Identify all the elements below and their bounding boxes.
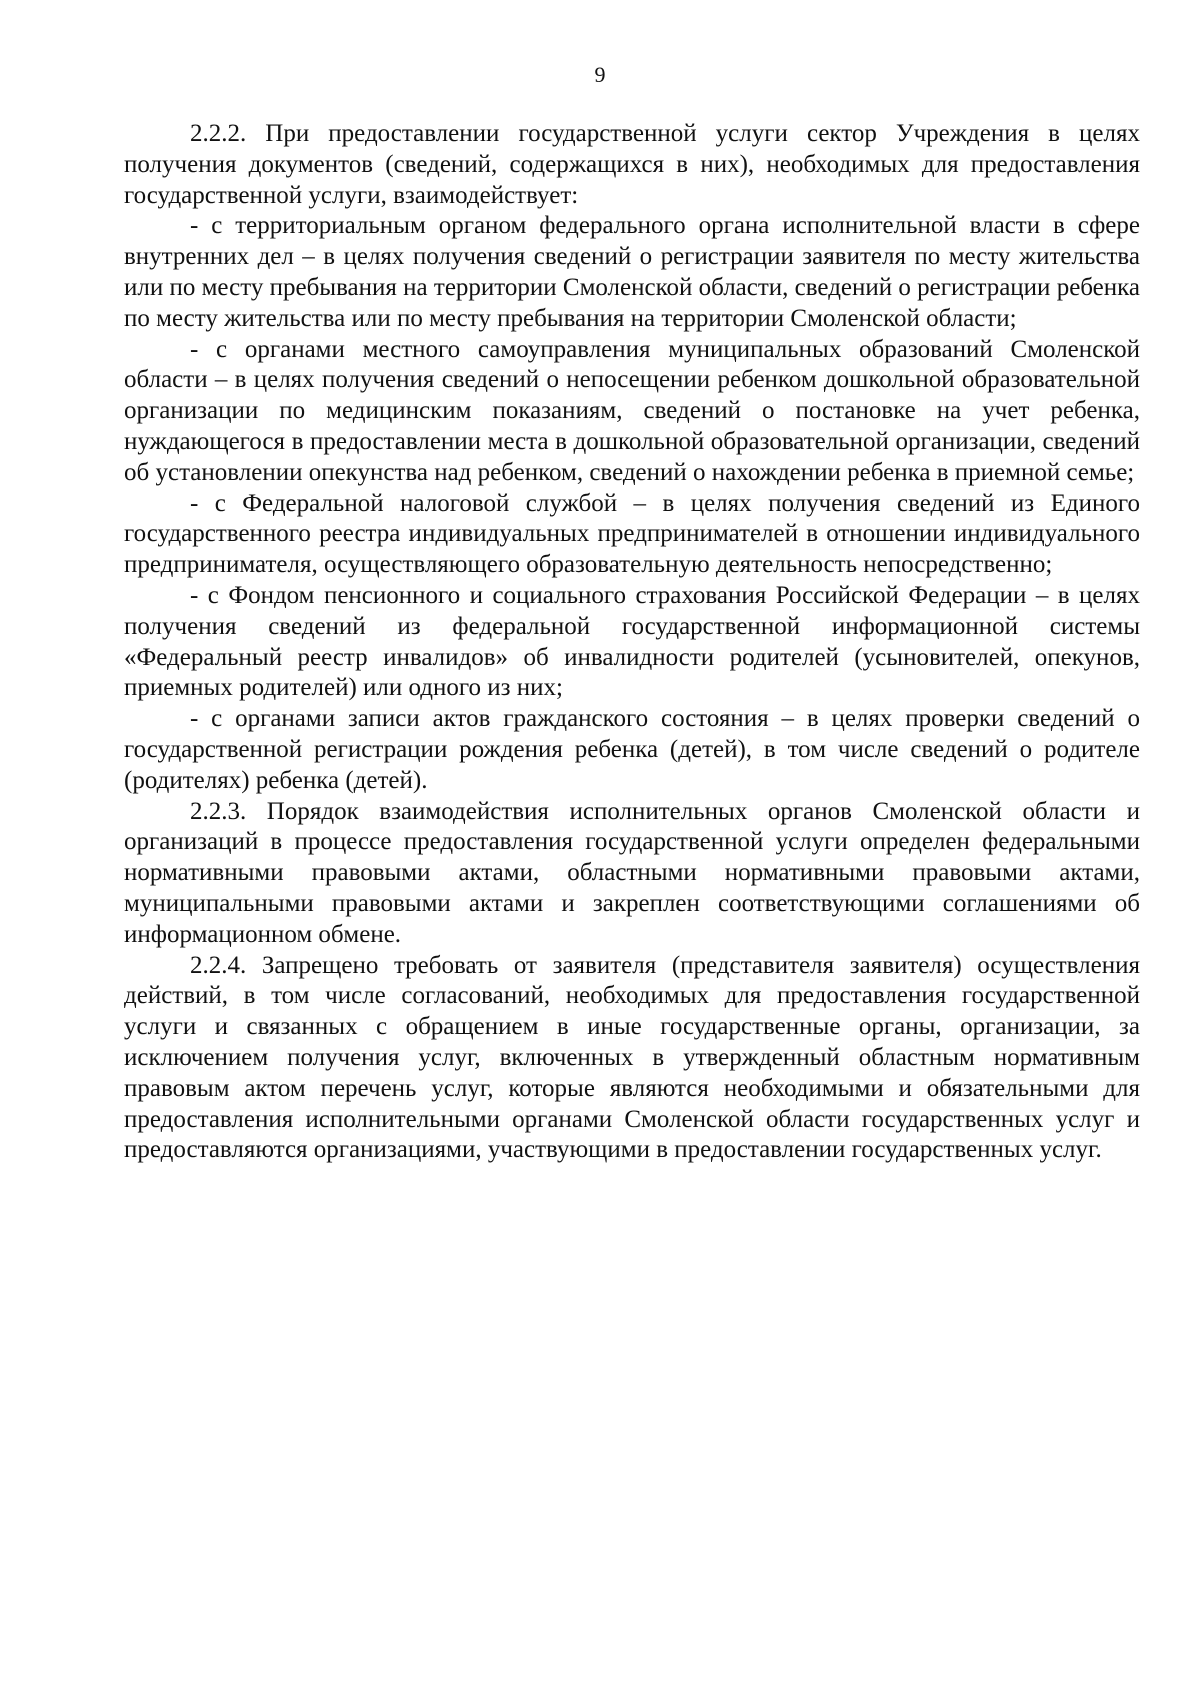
list-item-pension-fund: - с Фондом пенсионного и социального страхования Российской Федерации – в целях получения сведений из федеральной государственной информационной системы «Федеральный реестр инвалидов» об инвалидности родителей (усыновителей, опекунов, приемных родителей) или одного из них; bbox=[124, 581, 1140, 702]
document-body bbox=[124, 119, 1140, 1166]
paragraph-2-2-2: 2.2.2. При предоставлении государственной услуги сектор Учреждения в целях получения документов (сведений, содержащихся в них), необходимых для предоставления государственной услуги, взаимодействует: bbox=[124, 120, 1140, 209]
page-number: 9 bbox=[594, 62, 606, 87]
paragraph-2-2-3: 2.2.3. Порядок взаимодействия исполнительных органов Смоленской области и организаций в процессе предоставления государственной услуги определен федеральными нормативными правовыми актами, областными нормативными правовыми актами, муниципальными правовыми актами и закреплен соответствующими соглашениями об информационном обмене. bbox=[124, 797, 1140, 948]
paragraph-2-2-4: 2.2.4. Запрещено требовать от заявителя (представителя заявителя) осуществления действий, в том числе согласований, необходимых для предоставления государственной услуги и связанных с обращением в иные государственные органы, организации, за исключением получения услуг, включенных в утвержденный областным нормативным правовым актом перечень услуг, которые являются необходимыми и обязательными для предоставления исполнительными органами Смоленской области государственных услуг и предоставляются организациями, участвующими в предоставлении государственных услуг. bbox=[124, 951, 1140, 1164]
list-item-interior-affairs: - с территориальным органом федерального органа исполнительной власти в сфере внутренних дел – в целях получения сведений о регистрации заявителя по месту жительства или по месту пребывания на территории Смоленской области, сведений о регистрации ребенка по месту жительства или по месту пребывания на территории Смоленской области; bbox=[124, 212, 1141, 332]
list-item-civil-registry: - с органами записи актов гражданского состояния – в целях проверки сведений о государственной регистрации рождения ребенка (детей), в том числе сведений о родителе (родителях) ребенка (детей). bbox=[124, 705, 1140, 794]
list-item-local-self-government: - с органами местного самоуправления муниципальных образований Смоленской области – в целях получения сведений о непосещении ребенком дошкольной образовательной организации по медицинским показаниям, сведений о постановке на учет ребенка, нуждающегося в предоставлении места в дошкольной образовательной организации, сведений об установлении опекунства над ребенком, сведений о нахождении ребенка в приемной семье; bbox=[124, 335, 1140, 486]
list-item-tax-service: - с Федеральной налоговой службой – в целях получения сведений из Единого государственного реестра индивидуальных предпринимателей в отношении индивидуального предпринимателя, осуществляющего образовательную деятельность непосредственно; bbox=[124, 489, 1140, 579]
